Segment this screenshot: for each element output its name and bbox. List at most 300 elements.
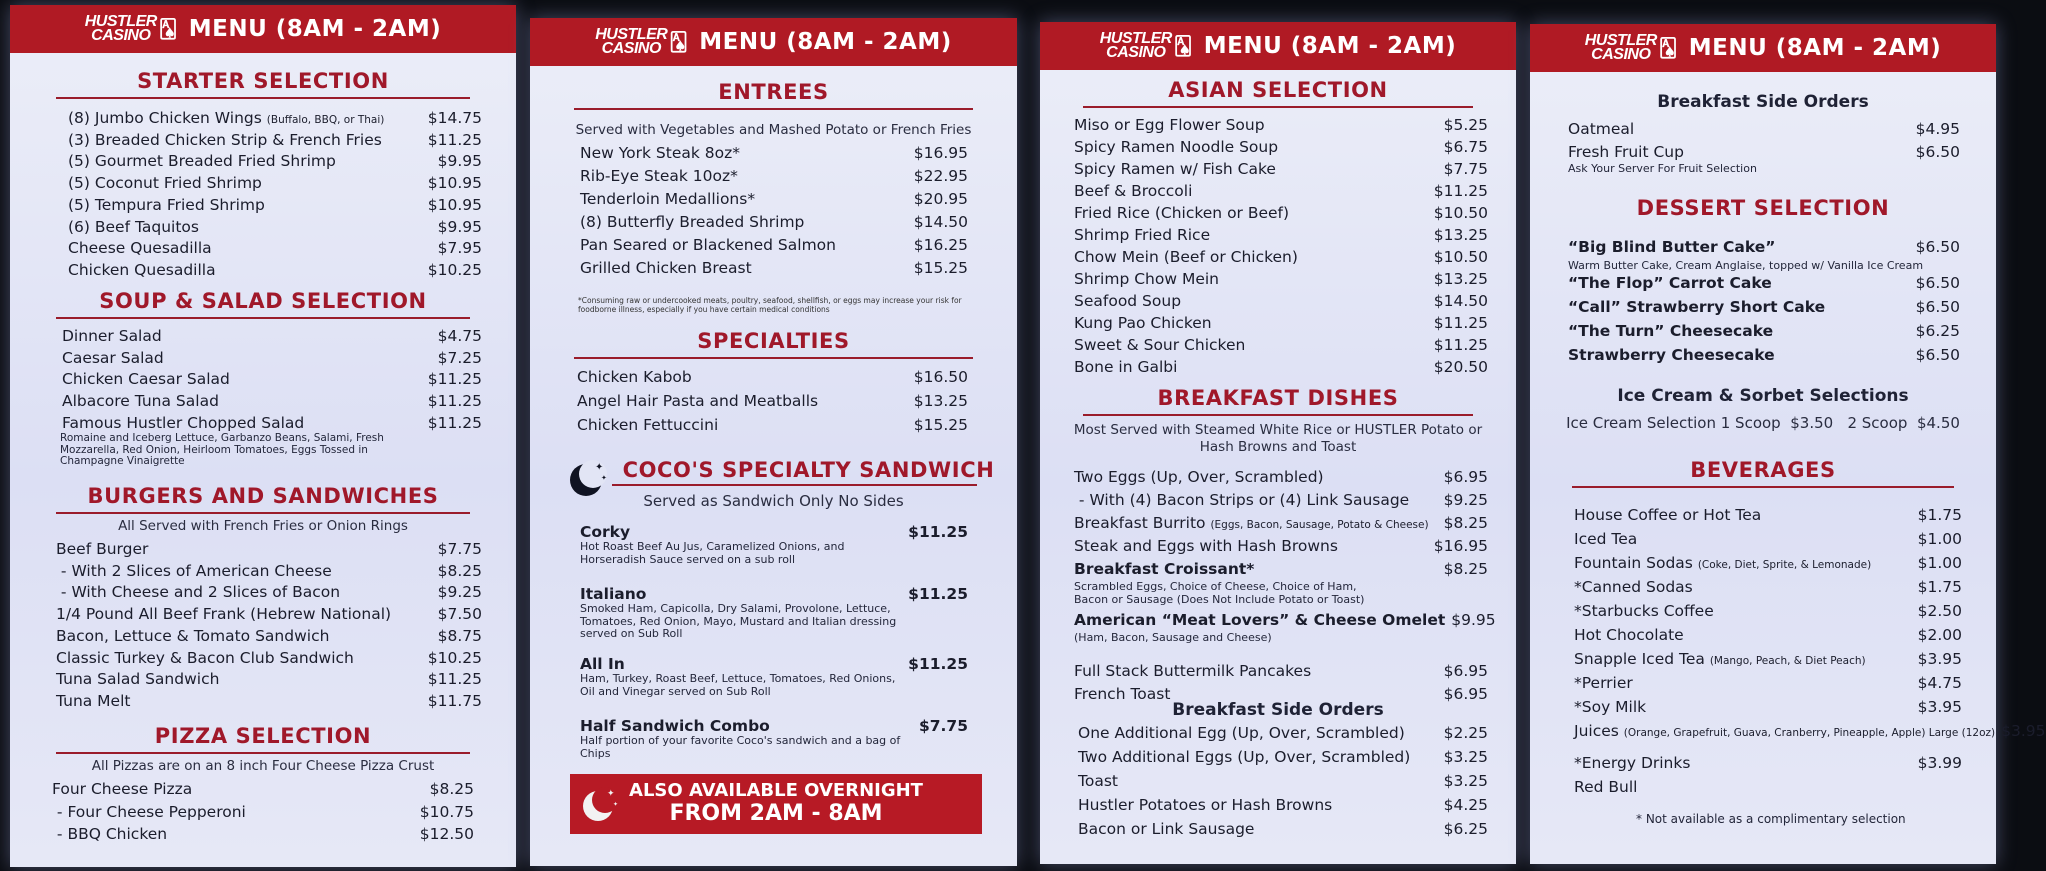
menu-item-name: Tuna Melt: [56, 691, 131, 710]
menu-item: [1568, 238, 1960, 256]
menu-item-name: Dinner Salad: [62, 327, 162, 345]
menu-item: [56, 627, 482, 645]
fruit-cup-note: Ask Your Server For Fruit Selection: [1568, 162, 1757, 175]
menu-item-description: Ham, Turkey, Roast Beef, Lettuce, Tomatoes, Red Onions, Oil and Vinegar served on Sub Roll: [580, 672, 896, 698]
ice-cream-line: Ice Cream Selection 1 Scoop $3.50 2 Scoop $4.50: [1566, 414, 1960, 432]
menu-item-name: Chicken Quesadilla: [68, 260, 216, 279]
menu-item-name: - Four Cheese Pepperoni: [52, 802, 246, 821]
menu-item-price: $7.75: [918, 717, 968, 735]
menu-item-description: Scrambled Eggs, Choice of Cheese, Choice of Ham, Bacon or Sausage (Does Not Include Potato or Toast): [1074, 580, 1365, 606]
cocos-title-rule: [612, 484, 977, 486]
menu-item: [580, 167, 968, 185]
menu-item: [68, 152, 482, 170]
menu-item-name: Oatmeal: [1568, 120, 1635, 138]
menu-item: [580, 236, 968, 254]
menu-item: [580, 144, 968, 162]
menu-item: [1574, 698, 1962, 716]
menu-item-name: *Starbucks Coffee: [1574, 602, 1714, 620]
menu-item-name: Caesar Salad: [62, 348, 164, 367]
menu-item-note: (Eggs, Bacon, Sausage, Potato & Cheese): [1210, 519, 1429, 531]
menu-item: [580, 717, 968, 735]
hustler-casino-logo: HUSTLER CASINO 🂡: [84, 13, 177, 44]
playing-cards-icon: 🂡: [669, 32, 688, 52]
menu-item-name: (6) Beef Taquitos: [68, 217, 199, 236]
menu-panel-1: [10, 5, 516, 867]
menu-item-description: Warm Butter Cake, Cream Anglaise, topped w/ Vanilla Ice Cream: [1568, 259, 1924, 272]
menu-item-name: New York Steak 8oz*: [580, 144, 740, 162]
menu-panel-2: [530, 18, 1017, 866]
menu-item: [1568, 143, 1960, 161]
menu-item-name: Breakfast Croissant*: [1074, 560, 1255, 578]
section-title-entrees: ENTREES: [530, 80, 1017, 110]
menu-item-name: Tuna Salad Sandwich: [56, 670, 220, 689]
menu-item-name: (8) Butterfly Breaded Shrimp: [580, 213, 805, 231]
menu-item-price: $3.95: [2001, 722, 2046, 740]
menu-item: [62, 370, 482, 388]
menu-item-price: $22.95: [913, 167, 968, 185]
menu-item-name: Tenderloin Medallions*: [580, 190, 756, 208]
menu-item-price: $16.25: [913, 236, 968, 254]
hustler-casino-logo: HUSTLER CASINO 🂡: [595, 26, 688, 57]
menu-item: [52, 825, 474, 843]
menu-item: [1574, 530, 1962, 548]
menu-item-description: Hot Roast Beef Au Jus, Caramelized Onions, and Horseradish Sauce served on a sub roll: [580, 540, 845, 566]
menu-item: [1074, 560, 1488, 578]
menu-item: [68, 239, 482, 257]
menu-item: [1074, 182, 1488, 200]
section-title-cocos-sandwich: COCO'S SPECIALTY SANDWICH: [622, 458, 995, 482]
menu-item-price: $6.95: [1443, 685, 1488, 703]
menu-item-price: $11.25: [1433, 182, 1488, 200]
menu-item-price: $9.25: [437, 583, 482, 602]
menu-item: [1568, 120, 1960, 138]
menu-item-price: $10.95: [427, 195, 482, 214]
menu-item-price: $8.25: [1443, 514, 1488, 532]
menu-item-name: Fresh Fruit Cup: [1568, 143, 1684, 161]
menu-item-price: $10.50: [1433, 248, 1488, 266]
menu-item: [1574, 626, 1962, 644]
menu-item-price: $10.75: [419, 802, 474, 821]
menu-item-price: $11.75: [427, 691, 482, 710]
menu-item-price: $4.75: [1917, 674, 1962, 692]
menu-item-price: $13.25: [1433, 270, 1488, 288]
menu-item-price: $3.99: [1917, 754, 1962, 772]
menu-item: [1574, 778, 1962, 796]
menu-item-price: $11.25: [908, 523, 968, 541]
menu-item-name: - With (4) Bacon Strips or (4) Link Sausage: [1074, 491, 1410, 509]
menu-item-description: Half portion of your favorite Coco's sandwich and a bag of Chips: [580, 734, 901, 760]
menu-item: [56, 540, 482, 558]
menu-item-name: Kung Pao Chicken: [1074, 314, 1212, 332]
menu-item: [1074, 226, 1488, 244]
menu-item-price: $14.50: [1433, 292, 1488, 310]
menu-item: [62, 349, 482, 367]
menu-panel-4: [1530, 24, 2046, 864]
svg-text:✦: ✦: [601, 474, 607, 482]
menu-item: [68, 218, 482, 236]
moon-stars-icon: [580, 784, 620, 824]
menu-item-name: Chicken Caesar Salad: [62, 370, 230, 389]
menu-item: [1074, 491, 1488, 509]
menu-item-name: “Big Blind Butter Cake”: [1568, 238, 1776, 256]
section-title-beverages: BEVERAGES: [1530, 458, 1996, 488]
menu-item-name: *Canned Sodas: [1574, 578, 1693, 596]
menu-item-price: $10.50: [1433, 204, 1488, 222]
menu-item: [68, 261, 482, 279]
menu-item-name: Juices (Orange, Grapefruit, Guava, Cranberry, Pineapple, Apple) Large (12oz): [1574, 722, 1996, 740]
menu-item-name: French Toast: [1074, 685, 1171, 703]
menu-item: [577, 368, 968, 386]
menu-item-price: $1.75: [1917, 506, 1962, 524]
menu-item-price: $4.95: [1915, 120, 1960, 138]
menu-item-price: $6.50: [1915, 346, 1960, 364]
menu-item: [1074, 336, 1488, 354]
menu-item-price: $6.50: [1915, 274, 1960, 292]
menu-item-name: Miso or Egg Flower Soup: [1074, 116, 1265, 134]
menu-item-name: One Additional Egg (Up, Over, Scrambled): [1078, 724, 1405, 742]
menu-item-price: $6.25: [1443, 820, 1488, 838]
menu-panel-3: [1040, 22, 1516, 864]
menu-item-price: $6.25: [1915, 322, 1960, 340]
section-title-specialties: SPECIALTIES: [530, 329, 1017, 359]
menu-item-name: Rib-Eye Steak 10oz*: [580, 167, 738, 185]
menu-item: [68, 109, 482, 127]
overnight-banner: [570, 774, 982, 834]
menu-item: [580, 190, 968, 208]
menu-hours-title: MENU (8AM - 2AM): [1688, 35, 1942, 61]
panel-header: [1040, 22, 1516, 70]
menu-item-name: Corky: [580, 523, 631, 541]
menu-item-price: $11.25: [427, 130, 482, 149]
menu-item: [52, 780, 474, 798]
playing-cards-icon: 🂡: [158, 19, 177, 39]
section-title-asian: ASIAN SELECTION: [1040, 78, 1516, 108]
menu-item: [580, 585, 968, 603]
menu-item-note: (Mango, Peach, & Diet Peach): [1709, 655, 1866, 667]
section-title-starter: STARTER SELECTION: [10, 69, 516, 99]
menu-item-price: $13.25: [913, 392, 968, 410]
menu-item-price: $15.25: [913, 416, 968, 434]
svg-text:✦: ✦: [607, 789, 615, 799]
menu-item-name: Hustler Potatoes or Hash Browns: [1078, 796, 1333, 814]
menu-item: [1074, 138, 1488, 156]
menu-item: [56, 583, 482, 601]
menu-item-name: (5) Gourmet Breaded Fried Shrimp: [68, 152, 336, 171]
menu-item: [580, 523, 968, 541]
menu-item-price: $15.25: [913, 259, 968, 277]
menu-item-name: Italiano: [580, 585, 647, 603]
hustler-casino-logo: HUSTLER CASINO 🂡: [1099, 30, 1192, 61]
menu-item-price: $7.25: [437, 348, 482, 367]
menu-item: [1074, 662, 1488, 680]
menu-item-name: Bacon or Link Sausage: [1078, 820, 1255, 838]
menu-item-name: (5) Coconut Fried Shrimp: [68, 174, 262, 193]
menu-item: [1074, 160, 1488, 178]
menu-item: [1078, 748, 1488, 766]
menu-item-name: Spicy Ramen Noodle Soup: [1074, 138, 1279, 156]
breakfast-side-orders-title: Breakfast Side Orders: [1172, 700, 1384, 720]
banner-line-1: ALSO AVAILABLE OVERNIGHT: [629, 780, 923, 801]
menu-item: [1574, 754, 1962, 772]
menu-item: [1568, 346, 1960, 364]
menu-hours-title: MENU (8AM - 2AM): [188, 16, 442, 42]
menu-item-name: Famous Hustler Chopped Salad: [62, 413, 305, 432]
menu-item-description: Smoked Ham, Capicolla, Dry Salami, Provolone, Lettuce, Tomatoes, Red Onion, Mayo, Mustard and Italian dressing served on Sub Roll: [580, 602, 897, 640]
menu-item: [577, 392, 968, 410]
menu-item: [56, 670, 482, 688]
menu-item-name: Snapple Iced Tea (Mango, Peach, & Diet Peach): [1574, 650, 1866, 668]
menu-item-name: Two Additional Eggs (Up, Over, Scrambled): [1078, 748, 1411, 766]
menu-item-name: Pan Seared or Blackened Salmon: [580, 236, 836, 254]
menu-item: [1568, 274, 1960, 292]
menu-item-name: 1/4 Pound All Beef Frank (Hebrew National): [56, 605, 392, 624]
menu-item-name: Hot Chocolate: [1574, 626, 1684, 644]
section-title-burgers: BURGERS AND SANDWICHES: [10, 484, 516, 514]
menu-item: [56, 605, 482, 623]
menu-item-price: $1.75: [1917, 578, 1962, 596]
menu-item: [580, 655, 968, 673]
menu-item: [580, 259, 968, 277]
svg-text:✦: ✦: [613, 801, 619, 808]
menu-item-price: $7.75: [437, 540, 482, 558]
menu-item-price: $9.95: [437, 152, 482, 171]
menu-item-name: Cheese Quesadilla: [68, 239, 212, 258]
menu-item-name: Red Bull: [1574, 778, 1638, 796]
menu-item: [1568, 322, 1960, 340]
menu-item-price: $8.75: [437, 626, 482, 645]
breakfast-note: Most Served with Steamed White Rice or HUSTLER Potato or Hash Browns and Toast: [1073, 422, 1483, 455]
menu-item: [1568, 298, 1960, 316]
menu-item-name: Full Stack Buttermilk Pancakes: [1074, 662, 1312, 680]
menu-item-price: [1956, 778, 1962, 796]
chopped-salad-description: Romaine and Iceberg Lettuce, Garbanzo Beans, Salami, Fresh Mozzarella, Red Onion, Heirloom Tomatoes, Eggs Tossed in Champagne Vinaigrette: [60, 432, 384, 467]
menu-item: [1074, 537, 1488, 555]
menu-item-price: $4.75: [437, 327, 482, 345]
menu-item-name: Breakfast Burrito (Eggs, Bacon, Sausage, Potato & Cheese): [1074, 514, 1429, 532]
menu-item-name: (3) Breaded Chicken Strip & French Fries: [68, 130, 382, 149]
menu-item-name: Bone in Galbi: [1074, 358, 1178, 376]
menu-item-name: Steak and Eggs with Hash Browns: [1074, 537, 1338, 555]
menu-item-note: (Buffalo, BBQ, or Thai): [266, 114, 385, 126]
menu-item-price: $3.95: [1917, 698, 1962, 716]
menu-item-price: $16.50: [913, 368, 968, 386]
menu-item: [580, 213, 968, 231]
playing-cards-icon: 🂡: [1658, 38, 1677, 58]
playing-cards-icon: 🂡: [1173, 36, 1192, 56]
menu-item: [1074, 116, 1488, 134]
menu-item-price: $1.00: [1917, 530, 1962, 548]
pizza-note: All Pizzas are on an 8 inch Four Cheese Pizza Crust: [91, 758, 435, 774]
menu-item: [56, 562, 482, 580]
menu-item-name: Classic Turkey & Bacon Club Sandwich: [56, 648, 354, 667]
menu-item-name: - With Cheese and 2 Slices of Bacon: [56, 583, 341, 602]
menu-item-name: *Perrier: [1574, 674, 1633, 692]
menu-item-price: $11.25: [908, 585, 968, 603]
menu-item-name: (8) Jumbo Chicken Wings (Buffalo, BBQ, or Thai): [68, 109, 385, 127]
menu-item-price: $11.25: [1433, 314, 1488, 332]
menu-item-name: “Call” Strawberry Short Cake: [1568, 298, 1826, 316]
menu-item-name: American “Meat Lovers” & Cheese Omelet: [1074, 611, 1446, 629]
menu-item: [1574, 578, 1962, 596]
menu-item: [68, 196, 482, 214]
menu-item-price: $6.75: [1443, 138, 1488, 156]
menu-item-name: Shrimp Chow Mein: [1074, 270, 1219, 288]
menu-item-price: $3.95: [1917, 650, 1962, 668]
menu-item-price: $6.50: [1915, 143, 1960, 161]
menu-item: [1574, 506, 1962, 524]
panel-header: [10, 5, 516, 53]
menu-item: [1574, 602, 1962, 620]
svg-text:✦: ✦: [595, 462, 604, 473]
menu-item-price: $14.50: [913, 213, 968, 231]
menu-item-price: $1.00: [1917, 554, 1962, 572]
menu-item-name: All In: [580, 655, 625, 673]
menu-item-note: (Orange, Grapefruit, Guava, Cranberry, Pineapple, Apple) Large (12oz): [1623, 727, 1996, 739]
menu-item-price: $3.25: [1443, 772, 1488, 790]
menu-item-name: Iced Tea: [1574, 530, 1638, 548]
menu-item-price: $8.25: [1443, 560, 1488, 578]
menu-item-price: $11.25: [427, 670, 482, 689]
hustler-casino-logo: HUSTLER CASINO 🂡: [1584, 32, 1677, 63]
menu-item-name: Beef & Broccoli: [1074, 182, 1193, 200]
menu-item-price: $10.25: [427, 260, 482, 279]
menu-item-price: $2.50: [1917, 602, 1962, 620]
menu-item: [1574, 554, 1962, 572]
menu-hours-title: MENU (8AM - 2AM): [1203, 33, 1457, 59]
menu-item: [1074, 468, 1488, 486]
menu-item-name: Chicken Kabob: [577, 368, 692, 386]
menu-item: [1074, 514, 1488, 532]
menu-item: [1074, 248, 1488, 266]
menu-item: [1078, 772, 1488, 790]
menu-item-price: $2.00: [1917, 626, 1962, 644]
menu-item-description: (Ham, Bacon, Sausage and Cheese): [1074, 631, 1272, 644]
menu-item: [1574, 722, 2046, 740]
menu-item-price: $2.25: [1443, 724, 1488, 742]
menu-item-name: Fried Rice (Chicken or Beef): [1074, 204, 1290, 222]
menu-item-name: *Soy Milk: [1574, 698, 1647, 716]
menu-item-price: $11.25: [1433, 336, 1488, 354]
menu-item: [62, 327, 482, 345]
raw-food-disclaimer: *Consuming raw or undercooked meats, poultry, seafood, shellfish, or eggs may increase your risk for foodborne illness, especially if you have certain medical conditions: [578, 296, 962, 314]
menu-item-name: Shrimp Fried Rice: [1074, 226, 1211, 244]
menu-item-price: $11.25: [908, 655, 968, 673]
menu-item: [1074, 611, 1496, 629]
menu-item: [1078, 796, 1488, 814]
menu-item: [577, 416, 968, 434]
menu-item: [62, 392, 482, 410]
entrees-note: Served with Vegetables and Mashed Potato or French Fries: [575, 122, 972, 138]
menu-item-name: Toast: [1078, 772, 1118, 790]
menu-item-price: $10.95: [427, 174, 482, 193]
menu-item-price: $16.95: [1433, 537, 1488, 555]
menu-item: [1074, 204, 1488, 222]
menu-item-name: Spicy Ramen w/ Fish Cake: [1074, 160, 1276, 178]
menu-item-name: Angel Hair Pasta and Meatballs: [577, 392, 819, 410]
menu-item-price: $9.95: [437, 217, 482, 236]
menu-item-name: “The Turn” Cheesecake: [1568, 322, 1774, 340]
menu-item: [1574, 650, 1962, 668]
menu-item-name: Four Cheese Pizza: [52, 780, 193, 798]
panel-header: [1530, 24, 1996, 72]
beverages-footnote: * Not available as a complimentary selection: [1636, 812, 1906, 826]
menu-item-price: $20.50: [1433, 358, 1488, 376]
menu-item: [1074, 270, 1488, 288]
menu-item-price: $4.25: [1443, 796, 1488, 814]
menu-item-price: $20.95: [913, 190, 968, 208]
menu-item-name: (5) Tempura Fried Shrimp: [68, 195, 265, 214]
menu-hours-title: MENU (8AM - 2AM): [699, 29, 952, 55]
menu-item-price: $12.50: [419, 825, 474, 843]
menu-item-name: Grilled Chicken Breast: [580, 259, 752, 277]
menu-item-name: Beef Burger: [56, 540, 149, 558]
menu-item-name: Fountain Sodas (Coke, Diet, Sprite, & Lemonade): [1574, 554, 1872, 572]
menu-item-price: $6.95: [1443, 662, 1488, 680]
menu-item: [52, 803, 474, 821]
menu-item: [1078, 724, 1488, 742]
menu-item-price: $14.75: [427, 109, 482, 127]
menu-item-name: “The Flop” Carrot Cake: [1568, 274, 1772, 292]
menu-item-price: $3.25: [1443, 748, 1488, 766]
banner-line-2: FROM 2AM - 8AM: [669, 801, 883, 826]
menu-item-name: Half Sandwich Combo: [580, 717, 770, 735]
ice-cream-title: Ice Cream & Sorbet Selections: [1617, 386, 1909, 406]
menu-item: [1074, 292, 1488, 310]
menu-item-price: $6.50: [1915, 298, 1960, 316]
menu-item-price: $11.25: [427, 370, 482, 389]
menu-item: [68, 174, 482, 192]
menu-item-price: $11.25: [427, 392, 482, 411]
menu-item-name: Chow Mein (Beef or Chicken): [1074, 248, 1298, 266]
menu-item-price: $13.25: [1433, 226, 1488, 244]
section-title-pizza: PIZZA SELECTION: [10, 724, 516, 754]
section-title-dessert: DESSERT SELECTION: [1636, 196, 1890, 220]
menu-item: [56, 649, 482, 667]
menu-item: [62, 414, 482, 432]
menu-item: [68, 131, 482, 149]
menu-item-name: Chicken Fettuccini: [577, 416, 719, 434]
menu-item-name: House Coffee or Hot Tea: [1574, 506, 1762, 524]
menu-item-name: Two Eggs (Up, Over, Scrambled): [1074, 468, 1324, 486]
menu-item-price: $6.50: [1915, 238, 1960, 256]
section-title-breakfast: BREAKFAST DISHES: [1040, 386, 1516, 416]
menu-item-price: $7.95: [437, 239, 482, 258]
menu-item: [1074, 358, 1488, 376]
menu-item-price: $11.25: [427, 413, 482, 432]
menu-item-price: $10.25: [427, 648, 482, 667]
menu-item-name: Strawberry Cheesecake: [1568, 346, 1775, 364]
breakfast-side-orders-title: Breakfast Side Orders: [1657, 92, 1869, 112]
menu-item-price: $8.25: [429, 780, 474, 798]
menu-item-price: $9.25: [1443, 491, 1488, 509]
menu-item-note: (Coke, Diet, Sprite, & Lemonade): [1697, 559, 1872, 571]
panel-header: [530, 18, 1017, 66]
menu-item-price: $5.25: [1443, 116, 1488, 134]
menu-item-price: $9.95: [1451, 611, 1496, 629]
menu-item-name: Seafood Soup: [1074, 292, 1182, 310]
menu-item-name: Albacore Tuna Salad: [62, 392, 219, 411]
menu-item-price: $7.75: [1443, 160, 1488, 178]
cocos-note: Served as Sandwich Only No Sides: [643, 492, 904, 510]
menu-item: [56, 692, 482, 710]
menu-item-price: $16.95: [913, 144, 968, 162]
burgers-note: All Served with French Fries or Onion Rings: [118, 518, 408, 534]
menu-item: [1078, 820, 1488, 838]
menu-item: [1074, 314, 1488, 332]
menu-item-name: *Energy Drinks: [1574, 754, 1691, 772]
menu-item-name: - With 2 Slices of American Cheese: [56, 561, 332, 580]
menu-item-price: $8.25: [437, 561, 482, 580]
